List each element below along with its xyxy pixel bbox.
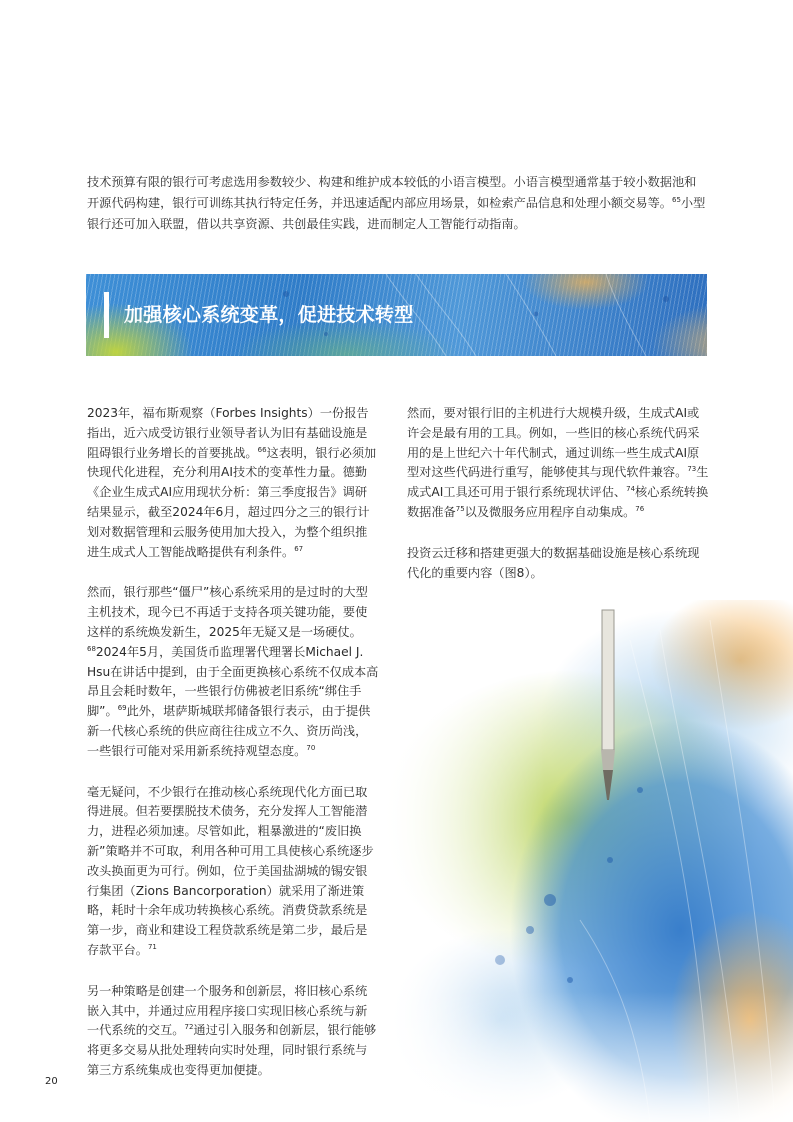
intro-text: 技术预算有限的银行可考虑选用参数较少、构建和维护成本较低的小语言模型。小语言模型通常基于较小数据池和开源代码构建，银行可训练其执行特定任务，并迅速适配内部应用场景，如检索产品信息和处理小额交易等。 <box>87 175 697 210</box>
page-number: 20 <box>45 1076 58 1087</box>
paragraph-text: 核心系统转换数据准备 <box>407 485 709 519</box>
paragraph <box>87 404 379 562</box>
footnote-ref[interactable]: 72 <box>184 1023 194 1032</box>
section-banner <box>86 274 707 356</box>
footnote-ref[interactable]: 76 <box>635 504 645 513</box>
left-column <box>87 404 379 1102</box>
paragraph-text: 此外，堪萨斯城联邦储备银行表示，由于提供新一代核心系统的供应商往往成立不久、资历尚浅，一些银行可能对采用新系统持观望态度。 <box>87 704 371 758</box>
paragraph <box>87 982 379 1081</box>
right-column <box>407 404 709 604</box>
paragraph-text: 投资云迁移和搭建更强大的数据基础设施是核心系统现代化的重要内容（图8）。 <box>407 545 700 580</box>
paragraph-text: 通过引入服务和创新层，银行能够将更多交易从批处理转向实时处理，同时银行系统与第三方系统集成也变得更加便捷。 <box>87 1023 377 1077</box>
paragraph <box>407 544 709 584</box>
footnote-ref[interactable]: 75 <box>455 504 465 513</box>
intro-text: 小型银行还可加入联盟，借以共享资源、共创最佳实践，进而制定人工智能行动指南。 <box>87 196 706 231</box>
footnote-ref[interactable]: 65 <box>672 195 681 204</box>
footnote-ref[interactable]: 66 <box>257 445 267 454</box>
paragraph-text: 然而，要对银行旧的主机进行大规模升级，生成式AI或许会是最有用的工具。例如，一些旧的核心系统代码采用的是上世纪六十年代制式，通过训练一些生成式AI原型对这些代码进行重写，能够使其与现代软件兼容。 <box>407 406 700 480</box>
paragraph <box>87 783 379 961</box>
paragraph-text: 以及微服务应用程序自动集成。 <box>464 504 636 519</box>
footnote-ref[interactable]: 67 <box>294 544 304 553</box>
banner-accent-bar <box>104 292 109 338</box>
footnote-ref[interactable]: 73 <box>687 465 697 474</box>
paragraph-text: 毫无疑问，不少银行在推动核心系统现代化方面已取得进展。但若要摆脱技术债务，充分发挥人工智能潜力，进程必须加速。尽管如此，粗暴激进的“废旧换新”策略并不可取，利用各种可用工具使核心系统逐步改头换面更为可行。例如，位于美国盐湖城的锡安银行集团（Zions Bancorporation）就采用了渐进策略，耗时十余年成功转换核心系统。消费贷款系统是第一步，商业和建设工程贷款系统是第二步，最后是存款平台。 <box>87 784 374 957</box>
section-heading: 加强核心系统变革，促进技术转型 <box>124 304 414 326</box>
paragraph <box>407 404 709 523</box>
paragraph-text: 另一种策略是创建一个服务和创新层，将旧核心系统嵌入其中，并通过应用程序接口实现旧核心系统与新一代系统的交互。 <box>87 983 368 1038</box>
decorative-artwork <box>380 600 793 1122</box>
footnote-ref[interactable]: 69 <box>117 704 127 713</box>
paragraph-text: 生成式AI工具还可用于银行系统现状评估、 <box>407 465 709 500</box>
paragraph-text: 然而，银行那些“僵尸”核心系统采用的是过时的大型主机技术，现今已不再适于支持各项关键功能，要使这样的系统焕发新生，2025年无疑又是一场硬仗。 <box>87 585 368 639</box>
paragraph-text: 这表明，银行必须加快现代化进程，充分利用AI技术的变革性力量。德勤《企业生成式AI应用现状分析：第三季度报告》调研结果显示，截至2024年6月，超过四分之三的银行计划对数据管理和云服务使用加大投入，为整个组织推进生成式人工智能战略提供有利条件。 <box>87 445 377 559</box>
paragraph-text: 2024年5月，美国货币监理署代理署长Michael J. Hsu在讲话中提到，由于全面更换核心系统不仅成本高昂且会耗时数年，一些银行仿佛被老旧系统“绑住手脚”。 <box>87 644 379 719</box>
footnote-ref[interactable]: 71 <box>147 942 157 951</box>
footnote-ref[interactable]: 70 <box>306 743 316 752</box>
intro-paragraph <box>87 172 707 235</box>
paragraph <box>87 583 379 761</box>
paragraph-text: 2023年，福布斯观察（Forbes Insights）一份报告指出，近六成受访银行业领导者认为旧有基础设施是阻碍银行业务增长的首要挑战。 <box>87 406 369 460</box>
footnote-ref[interactable]: 74 <box>626 485 636 494</box>
footnote-ref[interactable]: 68 <box>87 644 96 653</box>
paint-splash-image <box>380 600 793 1122</box>
